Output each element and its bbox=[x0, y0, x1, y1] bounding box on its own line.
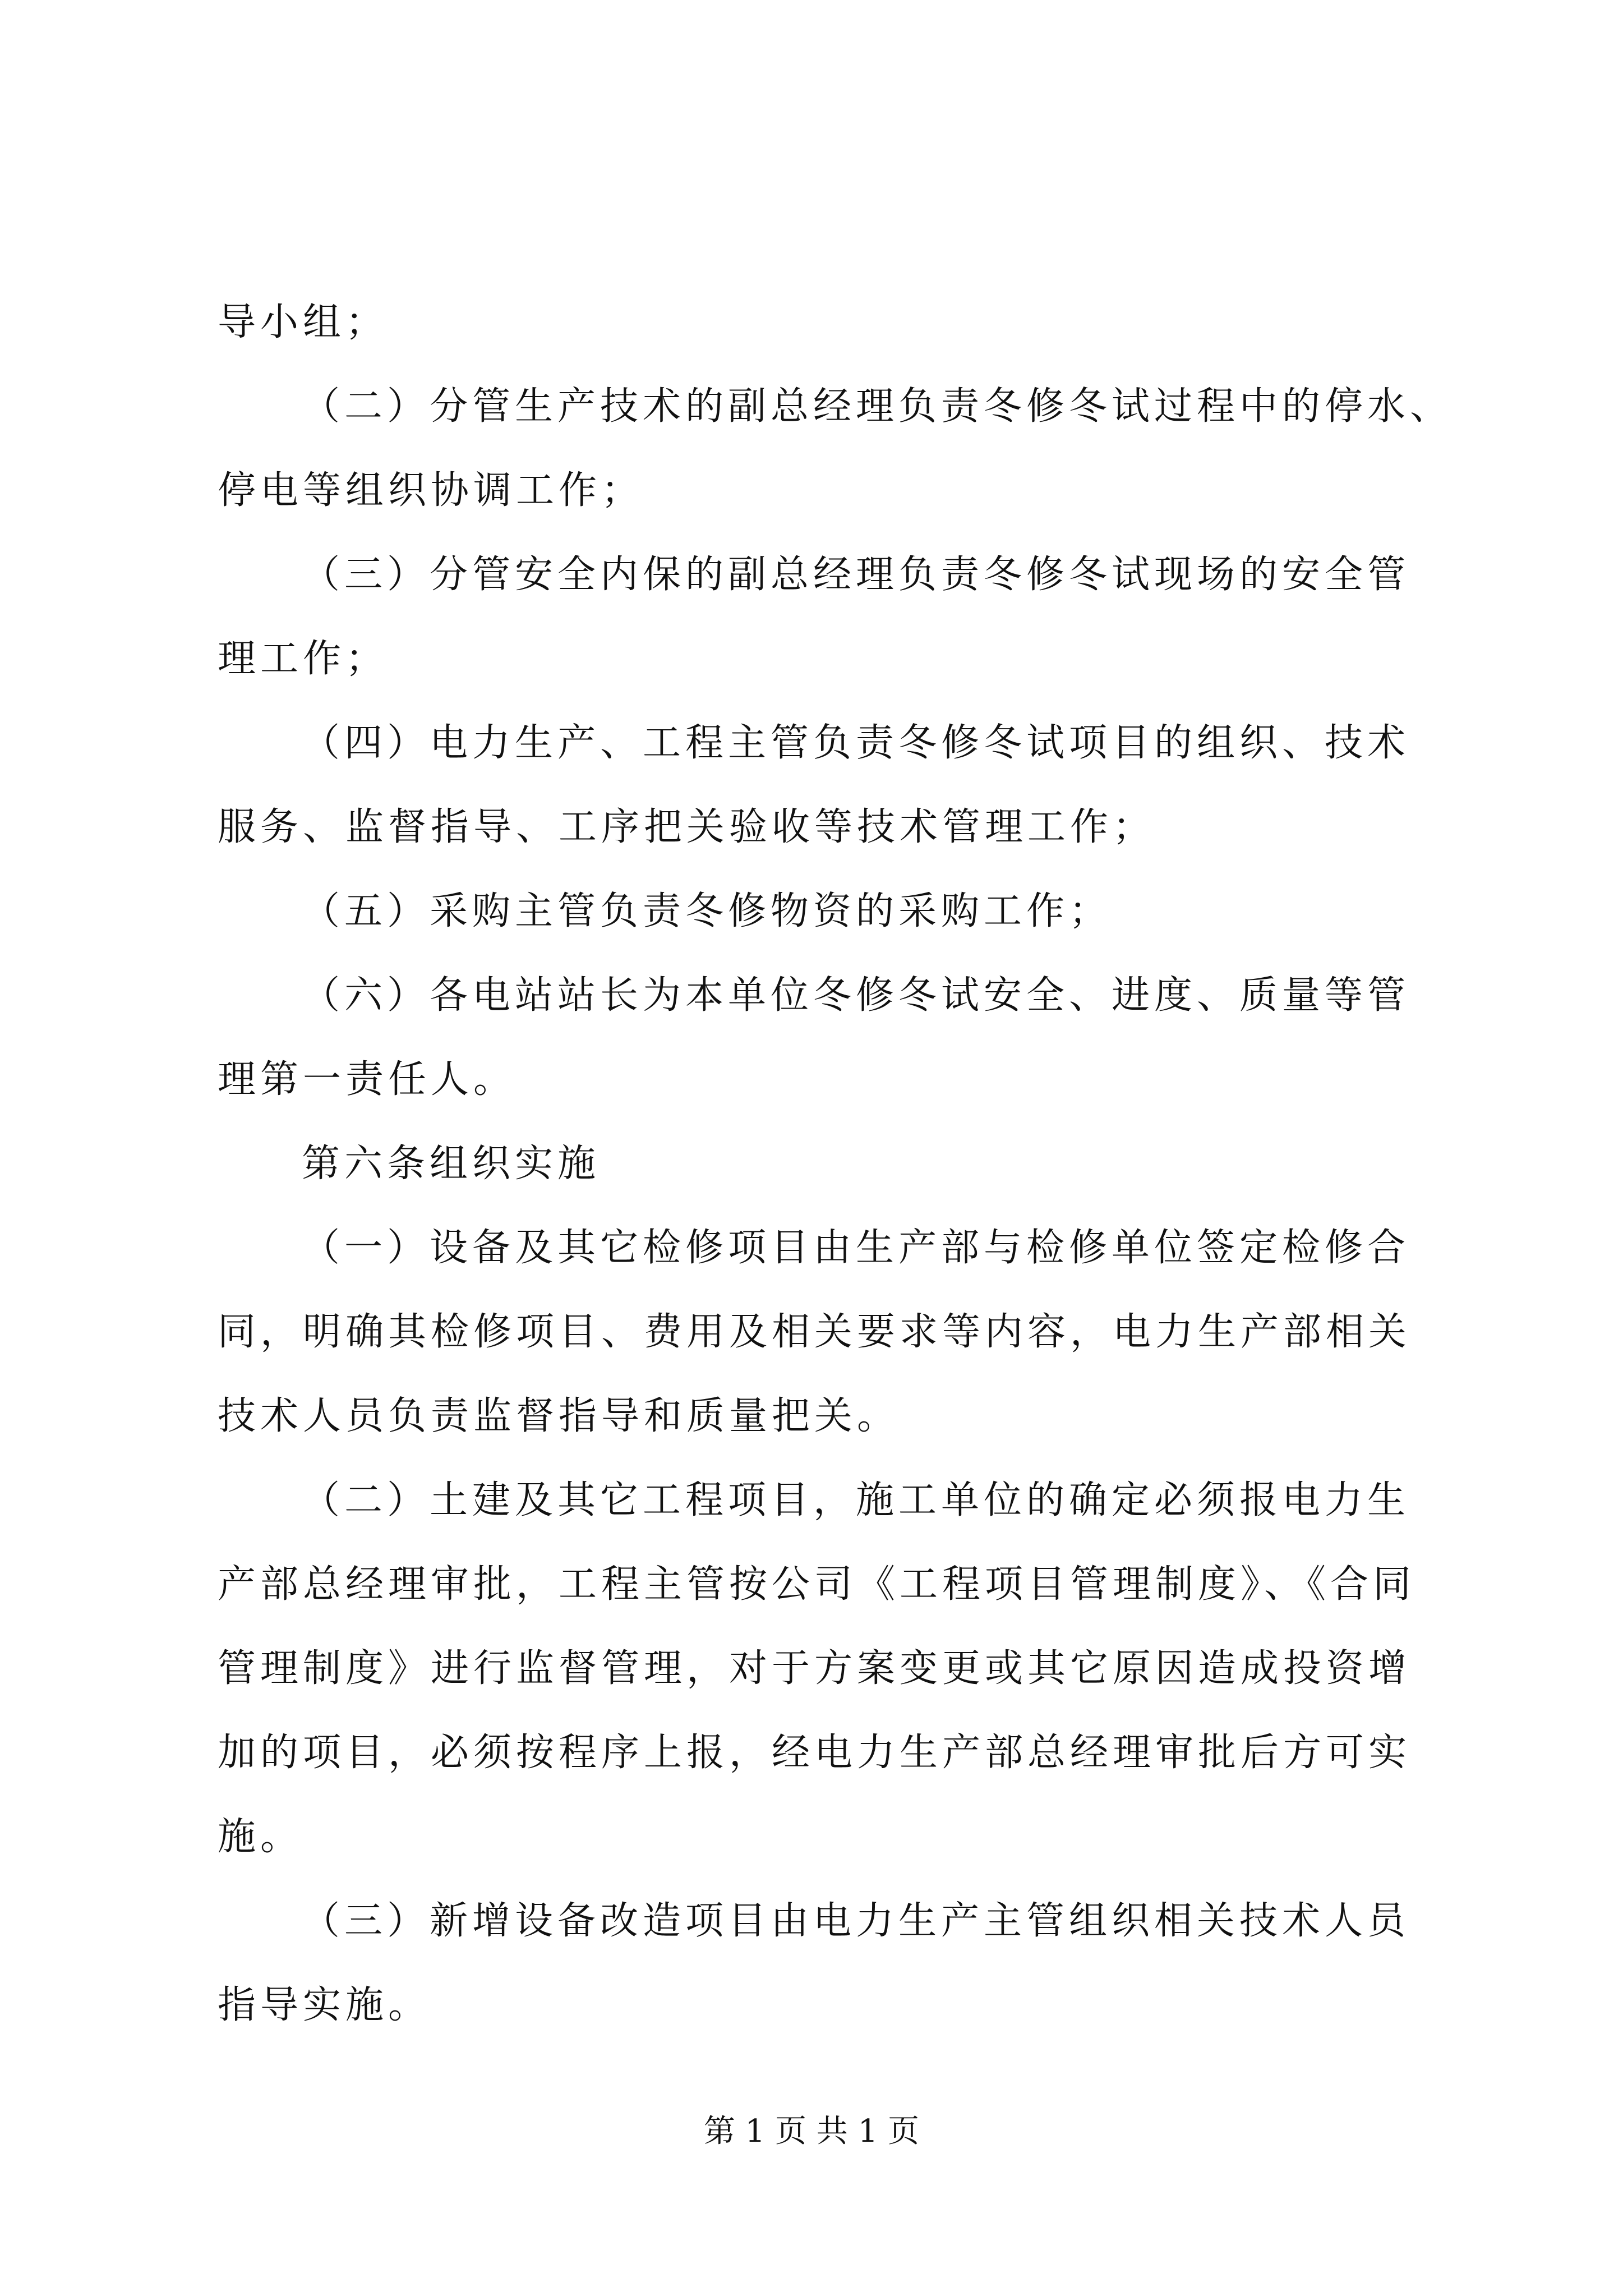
text-line: 产部总经理审批，工程主管按公司《工程项目管理制度》、《合同 bbox=[218, 1562, 1416, 1607]
text-line: 管理制度》进行监督管理，对于方案变更或其它原因造成投资增 bbox=[218, 1646, 1412, 1691]
text-line: （三）新增设备改造项目由电力生产主管组织相关技术人员 bbox=[302, 1899, 1410, 1943]
text-line: （一）设备及其它检修项目由生产部与检修单位签定检修合 bbox=[302, 1226, 1410, 1270]
text-line: （六）各电站站长为本单位冬修冬试安全、进度、质量等管 bbox=[302, 973, 1410, 1018]
text-line: （三）分管安全内保的副总经理负责冬修冬试现场的安全管 bbox=[302, 553, 1410, 597]
text-line: 施。 bbox=[218, 1815, 303, 1859]
text-line: 指导实施。 bbox=[218, 1983, 431, 2027]
text-line: 停电等组织协调工作； bbox=[218, 468, 644, 513]
text-line: （四）电力生产、工程主管负责冬修冬试项目的组织、技术 bbox=[302, 721, 1410, 765]
text-line: 理工作； bbox=[218, 637, 389, 681]
text-line: 服务、监督指导、工序把关验收等技术管理工作； bbox=[218, 805, 1156, 849]
text-line: （二）分管生产技术的副总经理负责冬修冬试过程中的停水、 bbox=[302, 384, 1453, 429]
text-line: 理第一责任人。 bbox=[218, 1057, 517, 1102]
text-line: （五）采购主管负责冬修物资的采购工作； bbox=[302, 889, 1112, 933]
page-footer: 第 1 页 共 1 页 bbox=[703, 2113, 920, 2150]
section-heading: 第六条组织实施 bbox=[302, 1142, 601, 1186]
text-line: 同，明确其检修项目、费用及相关要求等内容，电力生产部相关 bbox=[218, 1310, 1412, 1354]
text-line: 技术人员负责监督指导和质量把关。 bbox=[218, 1394, 900, 1438]
text-line: （二）土建及其它工程项目，施工单位的确定必须报电力生 bbox=[302, 1478, 1410, 1522]
text-line: 导小组； bbox=[218, 300, 389, 344]
text-line: 加的项目，必须按程序上报，经电力生产部总经理审批后方可实 bbox=[218, 1731, 1412, 1775]
